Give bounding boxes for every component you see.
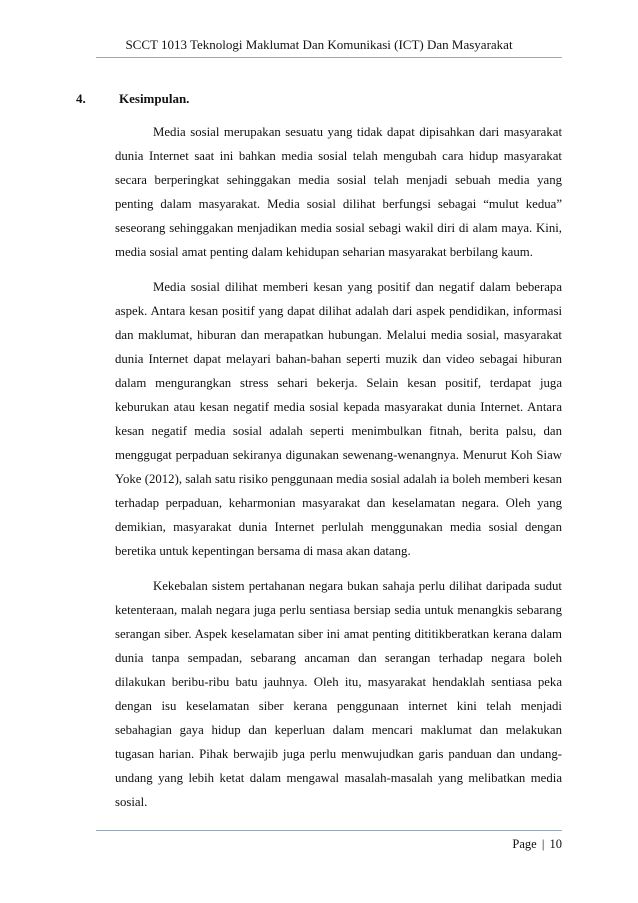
page-label: Page [512,837,537,851]
section-number: 4. [76,91,86,106]
paragraph-3: Kekebalan sistem pertahanan negara bukan sahaja perlu dilihat daripada sudut ketenteraan, malah negara juga perlu sentiasa bersiap sedia untuk menangkis sebarang serangan siber. Aspek keselamatan siber ini amat penting dititikberatkan kerana dalam dunia tanpa sempadan, sebarang ancaman dan serangan terhadap negara boleh dilakukan beribu-ribu batu jauhnya. Oleh itu, masyarakat hendaklah sentiasa peka dengan isu keselamatan siber kerana penggunaan internet kini telah menjadi sebahagian gaya hidup dan keperluan dalam mencari maklumat dan melakukan tugasan harian. Pihak berwajib juga perlu menwujudkan garis panduan dan undang-undang yang lebih ketat dalam mengawal masalah-masalah yang melibatkan media sosial. [115,579,562,809]
page-separator: | [541,837,545,851]
page-footer [512,836,562,852]
header-divider [96,57,562,58]
page-number: 10 [549,837,562,851]
page-header: SCCT 1013 Teknologi Maklumat Dan Komunikasi (ICT) Dan Masyarakat [125,37,513,52]
body-text [115,120,562,825]
footer-divider [96,830,562,831]
paragraph-1: Media sosial merupakan sesuatu yang tidak dapat dipisahkan dari masyarakat dunia Internet saat ini bahkan media sosial telah mengubah cara hidup masyarakat secara berperingkat sehinggakan media sosial telah menjadi sebuah media yang penting dalam masyarakat. Media sosial dilihat berfungsi sebagai “mulut kedua” seseorang sehinggakan menjadikan media sosial sebagi wakil diri di alam maya. Kini, media sosial amat penting dalam kehidupan seharian masyarakat berbilang kaum. [115,125,562,259]
paragraph-2: Media sosial dilihat memberi kesan yang positif dan negatif dalam beberapa aspek. Antara kesan positif yang dapat dilihat adalah dari aspek pendidikan, informasi dan maklumat, hiburan dan merapatkan hubungan. Melalui media sosial, masyarakat dunia Internet dapat melayari bahan-bahan seperti muzik dan video sebagai hiburan dalam mengurangkan stress sehari bekerja. Selain kesan positif, terdapat juga keburukan atau kesan negatif media sosial kepada masyarakat dunia Internet. Antara kesan negatif media sosial adalah seperti menimbulkan fitnah, berita palsu, dan menggugat perpaduan sekiranya digunakan sewenang-wenangnya. Menurut Koh Siaw Yoke (2012), salah satu risiko penggunaan media sosial adalah ia boleh memberi kesan terhadap perpaduan, keharmonian masyarakat dan keselamatan negara. Oleh yang demikian, masyarakat dunia Internet perlulah menggunakan media sosial dengan beretika untuk kepentingan bersama di masa akan datang. [115,280,562,558]
section-title: Kesimpulan. [119,91,190,106]
